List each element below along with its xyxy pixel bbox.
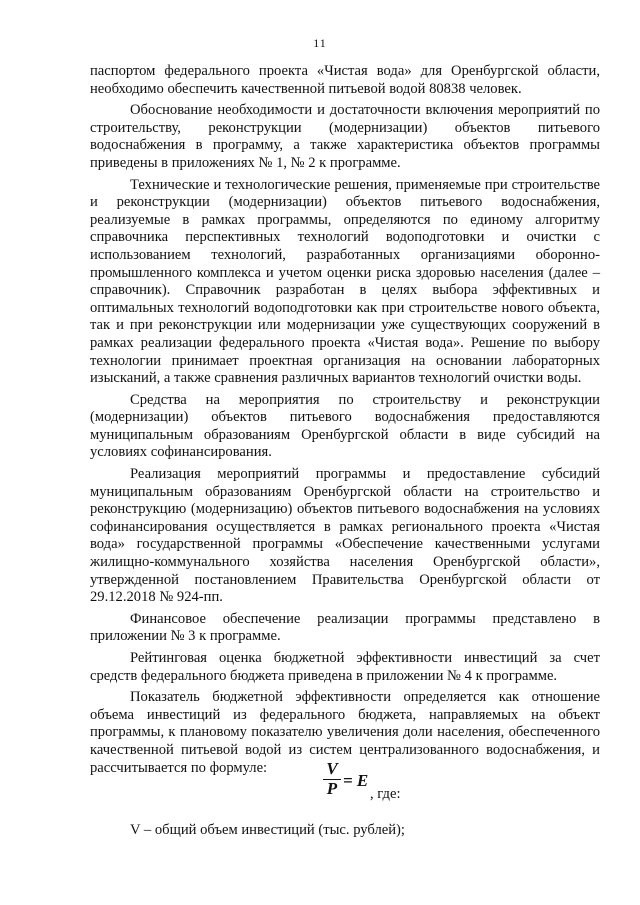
paragraph-5: Реализация мероприятий программы и предоставление субсидий муниципальным образованиям Оренбургской области на строительство и реконструкцию (модернизацию) объектов питьевого водоснабжения на условиях софинансирования осуществляется в рамках регионального проекта «Чистая вода» государственной программы «Обеспечение качественными услугами жилищно-коммунального хозяйства населения Оренбургской области», утвержденной постановлением Правительства Оренбургской области от 29.12.2018 № 924-пп.	[90, 466, 600, 606]
body-text	[90, 63, 600, 777]
formula-denominator: P	[326, 779, 338, 798]
page-number: 11	[313, 36, 327, 50]
formula-result: = E	[343, 771, 369, 790]
paragraph-8: Показатель бюджетной эффективности определяется как отношение объема инвестиций из федерального бюджета, направляемых на объект программы, к плановому показателю увеличения доли населения, обеспеченного качественной питьевой водой из систем централизованного водоснабжения, и рассчитывается по формуле:	[90, 689, 600, 776]
paragraph-7: Рейтинговая оценка бюджетной эффективности инвестиций за счет средств федерального бюджета приведена в приложении № 4 к программе.	[90, 650, 600, 684]
paragraph-1: паспортом федерального проекта «Чистая вода» для Оренбургской области, необходимо обеспечить качественной питьевой водой 80838 человек.	[90, 63, 600, 97]
efficiency-formula	[0, 760, 640, 810]
formula-fraction	[322, 760, 342, 798]
formula-numerator: V	[326, 759, 338, 778]
paragraph-6: Финансовое обеспечение реализации программы представлено в приложении № 3 к программе.	[90, 610, 600, 645]
formula-where: , где:	[370, 786, 401, 802]
paragraph-4: Средства на мероприятия по строительству и реконструкции (модернизации) объектов питьевого водоснабжения предоставляются муниципальным образованиям Оренбургской области в виде субсидий на условиях софинансирования.	[90, 391, 600, 461]
paragraph-2: Обоснование необходимости и достаточности включения мероприятий по строительству, реконструкции (модернизации) объектов питьевого водоснабжения в программу, а также характеристика объектов программы приведены в приложениях № 1, № 2 к программе.	[90, 102, 600, 171]
variable-definition-v: V – общий объем инвестиций (тыс. рублей);	[130, 822, 405, 838]
paragraph-3: Технические и технологические решения, применяемые при строительстве и реконструкции (модернизации) объектов питьевого водоснабжения, реализуемые в рамках программы, определяются по единому алгоритму справочника перспективных технологий водоподготовки и очистки с использованием технологий, разработанных организациями оборонно-промышленного комплекса и учетом оценки риска здоровью населения (далее – справочник). Справочник разработан в целях выбора эффективных и оптимальных технологий водоподготовки как при строительстве нового объекта, так и при реконструкции или модернизации уже существующих сооружений в рамках реализации федерального проекта «Чистая вода». Решение по выбору технологии принимает проектная организация на основании лабораторных изысканий, а также сравнения различных вариантов технологий очистки воды.	[90, 176, 600, 387]
